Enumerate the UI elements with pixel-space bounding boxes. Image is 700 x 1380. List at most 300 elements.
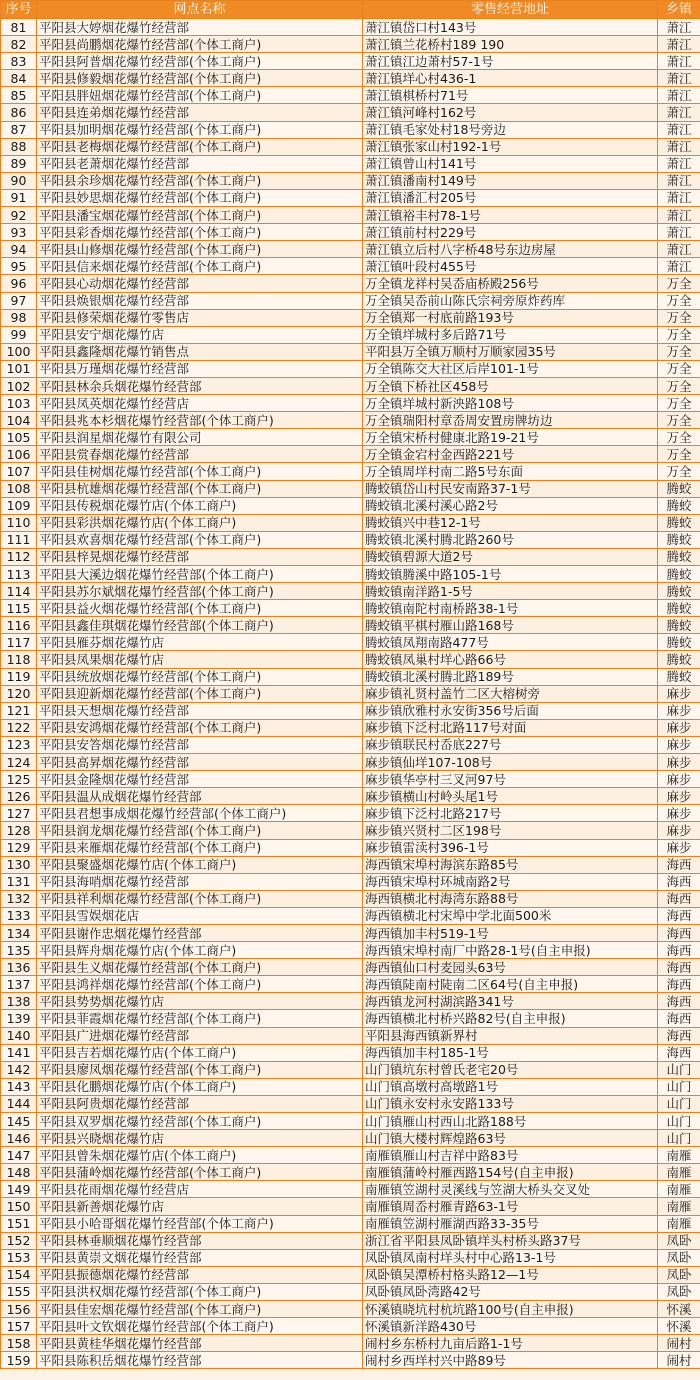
cell-address: 海西镇加丰村519-1号	[363, 924, 658, 941]
cell-address: 萧江镇张家山村192-1号	[363, 138, 658, 155]
cell-name: 平阳县新善烟花爆竹店	[37, 1198, 363, 1215]
cell-town: 海西	[658, 890, 700, 907]
cell-address: 萧江镇垟心村436-1	[363, 70, 658, 87]
table-row	[1, 822, 700, 839]
cell-name: 平阳县传税烟花爆竹店(个体工商户)	[37, 497, 363, 514]
table-row	[1, 1027, 700, 1044]
table-row	[1, 1318, 700, 1335]
cell-name: 平阳县老梅烟花爆竹经营部(个体工商户)	[37, 138, 363, 155]
table-row	[1, 36, 700, 53]
cell-address: 南雁镇蒲岭村雁西路154号(自主申报)	[363, 1164, 658, 1181]
cell-no: 157	[1, 1318, 37, 1335]
table-row	[1, 1198, 700, 1215]
cell-town: 萧江	[658, 224, 700, 241]
cell-town: 万全	[658, 377, 700, 394]
cell-address: 山门镇坑东村曾氏老宅20号	[363, 1061, 658, 1078]
table-row	[1, 1352, 700, 1369]
cell-town: 腾蛟	[658, 600, 700, 617]
cell-address: 麻步镇下泛村北路117号对面	[363, 719, 658, 736]
cell-no: 121	[1, 702, 37, 719]
cell-no: 134	[1, 924, 37, 941]
cell-name: 平阳县君想事成烟花爆竹经营部(个体工商户)	[37, 805, 363, 822]
cell-town: 海西	[658, 1044, 700, 1061]
cell-town: 万全	[658, 395, 700, 412]
cell-no: 135	[1, 942, 37, 959]
table-row	[1, 241, 700, 258]
table-row	[1, 497, 700, 514]
cell-no: 110	[1, 514, 37, 531]
cell-town: 海西	[658, 1027, 700, 1044]
cell-address: 闹村乡东桥村九亩后路1-1号	[363, 1335, 658, 1352]
cell-name: 平阳县兆本杉烟花爆竹经营部(个体工商户)	[37, 412, 363, 429]
table-row	[1, 993, 700, 1010]
table-row	[1, 121, 700, 138]
cell-name: 平阳县凤英烟花爆竹经营店	[37, 395, 363, 412]
table-row	[1, 412, 700, 429]
cell-no: 84	[1, 70, 37, 87]
cell-town: 麻步	[658, 754, 700, 771]
table-row	[1, 924, 700, 941]
table-row	[1, 326, 700, 343]
cell-name: 平阳县欢喜烟花爆竹经营部(个体工商户)	[37, 531, 363, 548]
cell-address: 海西镇仙口村麦园头63号	[363, 959, 658, 976]
cell-town: 麻步	[658, 771, 700, 788]
table-row	[1, 1061, 700, 1078]
cell-name: 平阳县辉舟烟花爆竹店(个体工商户)	[37, 942, 363, 959]
cell-address: 萧江镇河峰村162号	[363, 104, 658, 121]
table-row	[1, 292, 700, 309]
cell-no: 98	[1, 309, 37, 326]
cell-town: 海西	[658, 924, 700, 941]
cell-no: 136	[1, 959, 37, 976]
cell-name: 平阳县润龙烟花爆竹经营部(个体工商户)	[37, 822, 363, 839]
table-row	[1, 566, 700, 583]
table-row	[1, 1283, 700, 1300]
cell-no: 124	[1, 754, 37, 771]
cell-address: 浙江省平阳县凤卧镇垟头村桥头路37号	[363, 1232, 658, 1249]
cell-name: 平阳县老萧烟花爆竹经营部	[37, 155, 363, 172]
cell-name: 平阳县大婷烟花爆竹经营部	[37, 19, 363, 36]
cell-name: 平阳县潘宝烟花爆竹经营部(个体工商户)	[37, 207, 363, 224]
cell-no: 149	[1, 1181, 37, 1198]
cell-no: 87	[1, 121, 37, 138]
cell-no: 123	[1, 736, 37, 753]
cell-name: 平阳县聚盛烟花爆竹店(个体工商户)	[37, 856, 363, 873]
table-row	[1, 1078, 700, 1095]
table-row	[1, 651, 700, 668]
table-row	[1, 873, 700, 890]
cell-no: 104	[1, 412, 37, 429]
cell-town: 南雁	[658, 1147, 700, 1164]
cell-name: 平阳县叶文钦烟花爆竹经营部(个体工商户)	[37, 1318, 363, 1335]
cell-address: 腾蛟镇腾溪中路105-1号	[363, 566, 658, 583]
table-row	[1, 959, 700, 976]
header-name: 网点名称	[37, 1, 363, 19]
cell-town: 山门	[658, 1130, 700, 1147]
table-row	[1, 446, 700, 463]
table-row	[1, 600, 700, 617]
table-row	[1, 907, 700, 924]
cell-town: 麻步	[658, 719, 700, 736]
cell-address: 南雁镇雁山村吉祥中路83号	[363, 1147, 658, 1164]
cell-town: 万全	[658, 343, 700, 360]
cell-no: 93	[1, 224, 37, 241]
cell-address: 萧江镇岱口村143号	[363, 19, 658, 36]
cell-no: 114	[1, 583, 37, 600]
table-row	[1, 771, 700, 788]
cell-no: 133	[1, 907, 37, 924]
table-row	[1, 583, 700, 600]
cell-name: 平阳县信来烟花爆竹经营部(个体工商户)	[37, 258, 363, 275]
cell-address: 萧江镇曾山村141号	[363, 155, 658, 172]
table-row	[1, 343, 700, 360]
cell-no: 159	[1, 1352, 37, 1369]
cell-town: 闹村	[658, 1335, 700, 1352]
cell-town: 腾蛟	[658, 514, 700, 531]
cell-no: 82	[1, 36, 37, 53]
table-body	[1, 19, 700, 1369]
cell-address: 山门镇永安村永安路133号	[363, 1095, 658, 1112]
cell-address: 萧江镇江边萧村57-1号	[363, 53, 658, 70]
cell-name: 平阳县蒲岭烟花爆竹经营部(个体工商户)	[37, 1164, 363, 1181]
cell-town: 萧江	[658, 87, 700, 104]
cell-town: 海西	[658, 856, 700, 873]
cell-address: 海西镇宋埠村南厂中路28-1号(自主申报)	[363, 942, 658, 959]
table-row	[1, 19, 700, 36]
cell-no: 137	[1, 976, 37, 993]
cell-town: 海西	[658, 1010, 700, 1027]
cell-name: 平阳县鑫隆烟花爆竹销售点	[37, 343, 363, 360]
cell-town: 腾蛟	[658, 497, 700, 514]
cell-no: 153	[1, 1249, 37, 1266]
cell-no: 148	[1, 1164, 37, 1181]
cell-address: 海西镇宋埠村环城南路2号	[363, 873, 658, 890]
table-row	[1, 207, 700, 224]
cell-name: 平阳县小哈哥烟花爆竹经营部(个体工商户)	[37, 1215, 363, 1232]
cell-address: 万全镇垟城村新泱路108号	[363, 395, 658, 412]
cell-town: 海西	[658, 942, 700, 959]
cell-address: 万全镇垟城村多后路71号	[363, 326, 658, 343]
cell-address: 腾蛟镇兴中巷12-1号	[363, 514, 658, 531]
cell-town: 萧江	[658, 53, 700, 70]
table-row	[1, 360, 700, 377]
cell-town: 麻步	[658, 822, 700, 839]
cell-name: 平阳县梓晃烟花爆竹经营部	[37, 548, 363, 565]
cell-name: 平阳县雁芬烟花爆竹店	[37, 634, 363, 651]
cell-town: 万全	[658, 429, 700, 446]
cell-no: 106	[1, 446, 37, 463]
cell-no: 117	[1, 634, 37, 651]
cell-address: 腾蛟镇碧源大道2号	[363, 548, 658, 565]
cell-name: 平阳县陈积岳烟花爆竹经营部	[37, 1352, 363, 1369]
table-row	[1, 805, 700, 822]
cell-name: 平阳县雪娱烟花店	[37, 907, 363, 924]
cell-name: 平阳县化鹏烟花爆竹店(个体工商户)	[37, 1078, 363, 1095]
cell-no: 105	[1, 429, 37, 446]
cell-address: 山门镇大楼村辉煌路63号	[363, 1130, 658, 1147]
cell-town: 万全	[658, 292, 700, 309]
cell-name: 平阳县阿贵烟花爆竹经营部	[37, 1095, 363, 1112]
cell-town: 麻步	[658, 702, 700, 719]
cell-name: 平阳县生义烟花爆竹经营部(个体工商户)	[37, 959, 363, 976]
cell-address: 万全镇瑞阳村章岙周安置房牌坊边	[363, 412, 658, 429]
cell-name: 平阳县彩香烟花爆竹经营部(个体工商户)	[37, 224, 363, 241]
cell-name: 平阳县杭雄烟花爆竹经营部(个体工商户)	[37, 480, 363, 497]
cell-name: 平阳县余珍烟花爆竹经营部(个体工商户)	[37, 172, 363, 189]
table-row	[1, 463, 700, 480]
cell-name: 平阳县尚鹏烟花爆竹经营部(个体工商户)	[37, 36, 363, 53]
cell-address: 麻步镇下泛村北路217号	[363, 805, 658, 822]
cell-town: 腾蛟	[658, 668, 700, 685]
cell-no: 122	[1, 719, 37, 736]
cell-address: 万全镇郑一村底前路193号	[363, 309, 658, 326]
cell-name: 平阳县妙思烟花爆竹经营部(个体工商户)	[37, 189, 363, 206]
cell-town: 萧江	[658, 207, 700, 224]
cell-no: 100	[1, 343, 37, 360]
cell-town: 萧江	[658, 172, 700, 189]
cell-name: 平阳县广进烟花爆竹经营部	[37, 1027, 363, 1044]
cell-town: 萧江	[658, 155, 700, 172]
cell-name: 平阳县花雨烟花爆竹经营店	[37, 1181, 363, 1198]
cell-no: 85	[1, 87, 37, 104]
cell-no: 96	[1, 275, 37, 292]
cell-town: 萧江	[658, 70, 700, 87]
table-row	[1, 531, 700, 548]
cell-address: 海西镇宋埠村海滨东路85号	[363, 856, 658, 873]
cell-address: 腾蛟镇凤翔南路477号	[363, 634, 658, 651]
table-row	[1, 172, 700, 189]
cell-town: 腾蛟	[658, 480, 700, 497]
header-address: 零售经营地址	[363, 1, 658, 19]
cell-no: 143	[1, 1078, 37, 1095]
header-town: 乡镇	[658, 1, 700, 19]
cell-address: 万全镇陈交大社区后岸101-1号	[363, 360, 658, 377]
cell-no: 152	[1, 1232, 37, 1249]
table-row	[1, 685, 700, 702]
cell-name: 平阳县曾朱烟花爆竹店(个体工商户)	[37, 1147, 363, 1164]
table-row	[1, 138, 700, 155]
table-row	[1, 1335, 700, 1352]
cell-town: 万全	[658, 309, 700, 326]
table-row	[1, 890, 700, 907]
cell-no: 115	[1, 600, 37, 617]
table-row	[1, 480, 700, 497]
cell-name: 平阳县焕银烟花爆竹经营部	[37, 292, 363, 309]
table-row	[1, 754, 700, 771]
cell-no: 102	[1, 377, 37, 394]
cell-no: 139	[1, 1010, 37, 1027]
cell-town: 海西	[658, 976, 700, 993]
cell-address: 萧江镇毛家处村18号旁边	[363, 121, 658, 138]
table-row	[1, 1301, 700, 1318]
cell-no: 116	[1, 617, 37, 634]
header-no: 序号	[1, 1, 37, 19]
cell-name: 平阳县黄桂华烟花爆竹经营部	[37, 1335, 363, 1352]
cell-address: 闹村乡西垟村兴中路89号	[363, 1352, 658, 1369]
cell-town: 腾蛟	[658, 583, 700, 600]
table-row	[1, 275, 700, 292]
cell-address: 萧江镇潘汇村205号	[363, 189, 658, 206]
cell-town: 萧江	[658, 121, 700, 138]
cell-no: 97	[1, 292, 37, 309]
cell-town: 南雁	[658, 1181, 700, 1198]
cell-address: 怀溪镇新洋路430号	[363, 1318, 658, 1335]
cell-address: 平阳县海西镇新界村	[363, 1027, 658, 1044]
cell-address: 萧江镇棋桥村71号	[363, 87, 658, 104]
table-row	[1, 224, 700, 241]
cell-address: 腾蛟镇北溪村腾北路260号	[363, 531, 658, 548]
cell-address: 怀溪镇晓坑村杭坑路100号(自主申报)	[363, 1301, 658, 1318]
cell-town: 海西	[658, 959, 700, 976]
table-row	[1, 719, 700, 736]
table-row	[1, 53, 700, 70]
cell-town: 万全	[658, 412, 700, 429]
cell-name: 平阳县迎新烟花爆竹经营部(个体工商户)	[37, 685, 363, 702]
cell-address: 腾蛟镇凤巢村垟心路66号	[363, 651, 658, 668]
cell-town: 万全	[658, 275, 700, 292]
table-row	[1, 1130, 700, 1147]
cell-name: 平阳县胖妞烟花爆竹经营部(个体工商户)	[37, 87, 363, 104]
cell-no: 111	[1, 531, 37, 548]
cell-name: 平阳县万瑾烟花爆竹经营部	[37, 360, 363, 377]
cell-no: 150	[1, 1198, 37, 1215]
cell-town: 万全	[658, 463, 700, 480]
cell-name: 平阳县谢作忠烟花爆竹经营部	[37, 924, 363, 941]
cell-name: 平阳县苏尔斌烟花爆竹经营部(个体工商户)	[37, 583, 363, 600]
cell-name: 平阳县凤果烟花爆竹店	[37, 651, 363, 668]
cell-town: 萧江	[658, 104, 700, 121]
table-row	[1, 395, 700, 412]
cell-no: 146	[1, 1130, 37, 1147]
cell-no: 147	[1, 1147, 37, 1164]
cell-address: 凤卧镇凤南村垟头村中心路13-1号	[363, 1249, 658, 1266]
cell-town: 万全	[658, 360, 700, 377]
table-row	[1, 1147, 700, 1164]
cell-no: 118	[1, 651, 37, 668]
table-row	[1, 104, 700, 121]
cell-town: 萧江	[658, 241, 700, 258]
cell-address: 万全镇下桥社区458号	[363, 377, 658, 394]
cell-no: 81	[1, 19, 37, 36]
cell-name: 平阳县心动烟花爆竹经营部	[37, 275, 363, 292]
cell-town: 怀溪	[658, 1318, 700, 1335]
table-row	[1, 1095, 700, 1112]
cell-town: 海西	[658, 993, 700, 1010]
cell-town: 闹村	[658, 1352, 700, 1369]
cell-name: 平阳县洪权烟花爆竹经营部(个体工商户)	[37, 1283, 363, 1300]
cell-town: 南雁	[658, 1164, 700, 1181]
cell-name: 平阳县鸿祥烟花爆竹经营部(个体工商户)	[37, 976, 363, 993]
cell-no: 155	[1, 1283, 37, 1300]
table-row	[1, 617, 700, 634]
cell-town: 麻步	[658, 685, 700, 702]
cell-no: 90	[1, 172, 37, 189]
cell-address: 山门镇高墩村高墩路1号	[363, 1078, 658, 1095]
cell-name: 平阳县双罗烟花爆竹经营部(个体工商户)	[37, 1113, 363, 1130]
table-row	[1, 155, 700, 172]
cell-no: 129	[1, 839, 37, 856]
cell-name: 平阳县安答烟花爆竹经营部	[37, 736, 363, 753]
cell-name: 平阳县佳宏烟花爆竹经营部(个体工商户)	[37, 1301, 363, 1318]
table-row	[1, 87, 700, 104]
cell-no: 103	[1, 395, 37, 412]
cell-no: 107	[1, 463, 37, 480]
cell-name: 平阳县佳树烟花爆竹经营部(个体工商户)	[37, 463, 363, 480]
cell-town: 腾蛟	[658, 617, 700, 634]
table-row	[1, 1249, 700, 1266]
cell-address: 平阳县万全镇万顺村万顺家园35号	[363, 343, 658, 360]
cell-name: 平阳县赏春烟花爆竹经营部	[37, 446, 363, 463]
cell-name: 平阳县高昇烟花爆竹经营部	[37, 754, 363, 771]
cell-name: 平阳县廖凤烟花爆竹经营部(个体工商户)	[37, 1061, 363, 1078]
cell-no: 125	[1, 771, 37, 788]
cell-name: 平阳县温从成烟花爆竹经营部	[37, 788, 363, 805]
table-row	[1, 514, 700, 531]
cell-town: 海西	[658, 873, 700, 890]
cell-address: 海西镇横北村桥兴路82号(自主申报)	[363, 1010, 658, 1027]
table-row	[1, 1232, 700, 1249]
cell-town: 万全	[658, 326, 700, 343]
table-row	[1, 839, 700, 856]
cell-name: 平阳县大溪边烟花爆竹经营部(个体工商户)	[37, 566, 363, 583]
cell-address: 海西镇横北村宋埠中学北面500米	[363, 907, 658, 924]
cell-no: 101	[1, 360, 37, 377]
cell-town: 萧江	[658, 258, 700, 275]
table-row	[1, 1164, 700, 1181]
cell-address: 万全镇周垟村南二路5号东面	[363, 463, 658, 480]
table-row	[1, 377, 700, 394]
cell-address: 麻步镇雷渎村396-1号	[363, 839, 658, 856]
cell-address: 南雁镇周岙村雁青路63-1号	[363, 1198, 658, 1215]
table-row	[1, 788, 700, 805]
cell-town: 麻步	[658, 839, 700, 856]
cell-name: 平阳县阿普烟花爆竹经营部(个体工商户)	[37, 53, 363, 70]
table-row	[1, 1113, 700, 1130]
cell-no: 94	[1, 241, 37, 258]
cell-name: 平阳县连弟烟花爆竹经营部	[37, 104, 363, 121]
cell-name: 平阳县吉若烟花爆竹店(个体工商户)	[37, 1044, 363, 1061]
cell-no: 86	[1, 104, 37, 121]
cell-town: 腾蛟	[658, 651, 700, 668]
cell-name: 平阳县来雁烟花爆竹经营部(个体工商户)	[37, 839, 363, 856]
cell-town: 山门	[658, 1061, 700, 1078]
cell-address: 腾蛟镇北溪村腾北路189号	[363, 668, 658, 685]
cell-no: 99	[1, 326, 37, 343]
cell-address: 萧江镇立后村八字桥48号东边房屋	[363, 241, 658, 258]
cell-town: 腾蛟	[658, 531, 700, 548]
cell-no: 109	[1, 497, 37, 514]
cell-town: 山门	[658, 1095, 700, 1112]
cell-address: 山门镇雁山村西山北路188号	[363, 1113, 658, 1130]
cell-name: 平阳县安宁烟花爆竹店	[37, 326, 363, 343]
cell-no: 132	[1, 890, 37, 907]
cell-no: 138	[1, 993, 37, 1010]
cell-name: 平阳县鑫佳琪烟花爆竹经营部(个体工商户)	[37, 617, 363, 634]
cell-name: 平阳县势势烟花爆竹店	[37, 993, 363, 1010]
table-row	[1, 1044, 700, 1061]
cell-no: 128	[1, 822, 37, 839]
cell-town: 怀溪	[658, 1301, 700, 1318]
cell-address: 腾蛟镇南陀村南桥路38-1号	[363, 600, 658, 617]
cell-address: 万全镇吴岙前山陈氏宗祠旁原炸药库	[363, 292, 658, 309]
cell-no: 83	[1, 53, 37, 70]
table-row	[1, 702, 700, 719]
cell-town: 凤卧	[658, 1266, 700, 1283]
cell-no: 154	[1, 1266, 37, 1283]
cell-address: 海西镇陡南村陡南二区64号(自主申报)	[363, 976, 658, 993]
cell-address: 海西镇横北村海湾东路88号	[363, 890, 658, 907]
table-row	[1, 634, 700, 651]
